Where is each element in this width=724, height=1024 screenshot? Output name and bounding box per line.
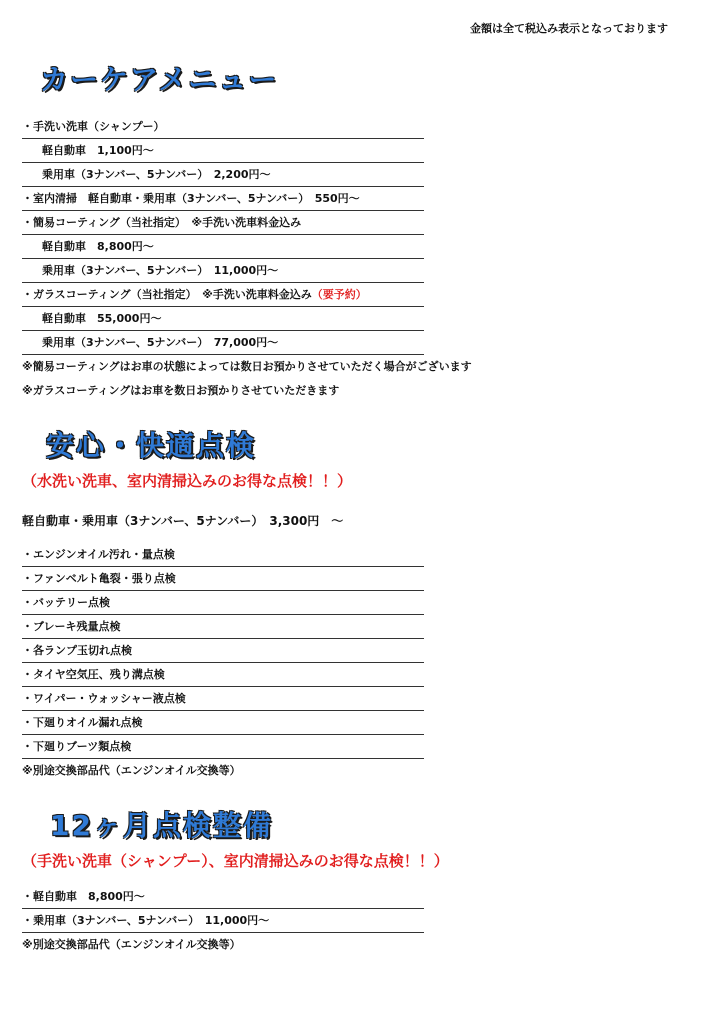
safety-check-heading: 安心・快適点検 <box>46 429 257 462</box>
check-item: ・タイヤ空気圧、残り溝点検 <box>22 664 424 687</box>
menu-row-glass-coating <box>22 284 424 307</box>
menu-row-hand-wash-passenger: 乗用車（3ナンバー、5ナンバー） 2,200円～ <box>22 164 424 187</box>
check-item: ・バッテリー点検 <box>22 592 424 615</box>
menu-row-hand-wash: ・手洗い洗車（シャンプー） <box>22 116 424 139</box>
car-care-heading: カーケアメニュー <box>40 63 279 96</box>
twelve-month-price-passenger: ・乗用車（3ナンバー、5ナンバー） 11,000円～ <box>22 910 424 933</box>
coating-note-2: ※ガラスコーティングはお車を数日お預かりさせていただきます <box>22 384 340 397</box>
twelve-month-heading: 12ヶ月点検整備 <box>50 809 273 842</box>
menu-row-simple-coating-kei: 軽自動車 8,800円～ <box>22 236 424 259</box>
twelve-month-parts-note: ※別途交換部品代（エンジンオイル交換等） <box>22 938 241 951</box>
menu-row-interior-cleaning: ・室内清掃 軽自動車・乗用車（3ナンバー、5ナンバー） 550円～ <box>22 188 424 211</box>
check-item: ・エンジンオイル汚れ・量点検 <box>22 544 424 567</box>
check-item: ・ブレーキ残量点検 <box>22 616 424 639</box>
twelve-month-subtitle: （手洗い洗車（シャンプー）、室内清掃込みのお得な点検！！） <box>22 852 449 870</box>
check-item: ・ファンベルト亀裂・張り点検 <box>22 568 424 591</box>
check-item: ・各ランプ玉切れ点検 <box>22 640 424 663</box>
check-item: ・下廻りオイル漏れ点検 <box>22 712 424 735</box>
safety-check-subtitle: （水洗い洗車、室内清掃込みのお得な点検！！） <box>22 472 353 490</box>
safety-check-price: 軽自動車・乗用車（3ナンバー、5ナンバー） 3,300円 ～ <box>22 514 344 528</box>
menu-row-glass-coating-kei: 軽自動車 55,000円～ <box>22 308 424 331</box>
menu-row-simple-coating: ・簡易コーティング（当社指定） ※手洗い洗車料金込み <box>22 212 424 235</box>
menu-row-simple-coating-passenger: 乗用車（3ナンバー、5ナンバー） 11,000円～ <box>22 260 424 283</box>
reservation-required-badge: （要予約） <box>311 288 367 301</box>
check-item: ・下廻りブーツ類点検 <box>22 736 424 759</box>
check-item: ・ワイパー・ウォッシャー液点検 <box>22 688 424 711</box>
glass-coating-label: ・ガラスコーティング（当社指定） ※手洗い洗車料金込み <box>22 288 312 301</box>
tax-included-note: 金額は全て税込み表示となっております <box>470 22 668 35</box>
menu-row-glass-coating-passenger: 乗用車（3ナンバー、5ナンバー） 77,000円～ <box>22 332 424 355</box>
twelve-month-price-kei: ・軽自動車 8,800円～ <box>22 886 424 909</box>
coating-note-1: ※簡易コーティングはお車の状態によっては数日お預かりさせていただく場合がございます <box>22 360 472 373</box>
safety-check-parts-note: ※別途交換部品代（エンジンオイル交換等） <box>22 764 241 777</box>
menu-row-hand-wash-kei: 軽自動車 1,100円～ <box>22 140 424 163</box>
